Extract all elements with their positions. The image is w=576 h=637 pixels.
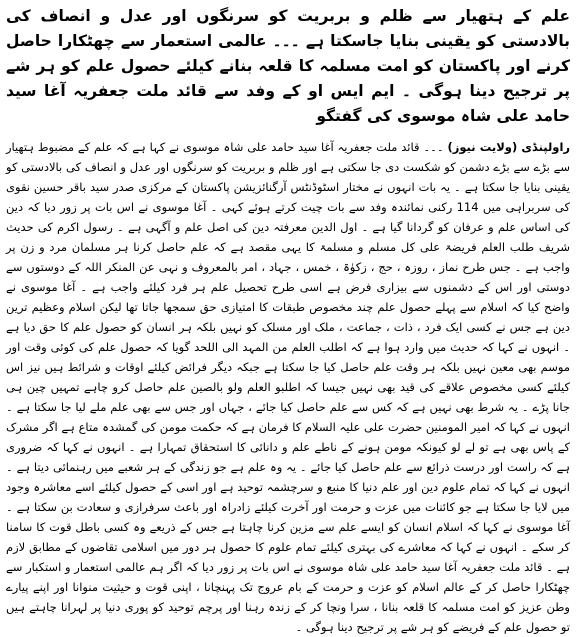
article-body: ۔۔۔ قائد ملت جعفریہ آغا سید حامد علی شاہ موسوی نے کہا ہے کہ علم کے مضبوط ہتھیار سے بڑے سے بڑے دشمن کو شکست دی جا سکتی ہے اور ظلم و بربریت کو سرنگوں اور عدل و انصاف کی بالادستی کو یقینی بنایا جا سکتا ہے ۔ یہ بات انہوں نے مختار اسٹوڈنٹس آرگنائزیشن پاکستان کے مرکزی صدر سید باقر حسین نقوی کی سربراہی میں 114 رکنی نمائندہ وفد سے بات چیت کرتے ہوئے کہی ۔ آغا موسوی نے اس بات پر زور دیا کہ دین کی اساس علم و عرفان کو گردانا گیا ہے ۔ اول الدین معرفتہ دین کی اصل علم و آگہی ہے ۔ رسول اکرم کی حدیث شریف طلب العلم فریضۃ علی کل مسلم و مسلمۃ کا یہی مقصد ہے کہ علم حاصل کرنا ہر مسلمان مرد و زن پر واجب ہے ۔ جس طرح نماز ، روزہ ، حج ، زکوٰۃ ، خمس ، جہاد ، امر بالمعروف و نہی عن المنکر اللہ کے دوستوں سے دوستی اور اس کے دشمنوں سے بیزاری فرض ہے اسی طرح تحصیل علم ہر فرد کیلئے واجب ہے ۔ آغا موسوی نے واضح کیا کہ اسلام سے پہلے حصول علم چند مخصوص طبقات کا امتیازی حق سمجھا جاتا تھا لیکن اسلام وعظیم ترین دین ہے جس نے کسی ایک فرد ، ذات ، جماعت ، ملک اور مسلک کو نہیں بلکہ ہر انسان کو حصول علم کا حق دیا ہے ۔ انہوں نے کہا کہ حدیث میں وارد ہوا ہے کہ اطلب العلم من المہد الی اللحد گویا کہ حصول علم کی کوئی وقت اور موسم بھی معین نہیں بلکہ ہر وقت علم حاصل کیا جا سکتا ہے جبکہ دیگر فرائض کیلئے اوقات و شرائط ہیں نیز اس کیلئے کسی مخصوص علاقے کی قید بھی نہیں جیسا کہ اطلبو العلم ولو بالصین علم حاصل کرو چاہے تمہیں چین ہی جانا پڑے ۔ یہ شرط بھی نہیں ہے کہ کس سے علم حاصل کیا جائے ، جہاں اور جس سے بھی علم ملے لیا جا سکتا ہے ۔ انہوں نے کہا کہ امیر المومنین حضرت علی علیہ السلام کا فرمان ہے کہ حکمت مومن کی گمشدہ متاع ہے اگر مشرک کے پاس بھی ہے تو لے لو کیونکہ مومن ہونے کے ناطے علم و دانائی کا استحقاق تمہارا ہے ۔ انہوں نے کہا کہ ضروری ہے کہ راست اور درست ذرائع سے علم حاصل کیا جائے ۔ یہ وہ علم ہے جو زندگی کے ہر شعبے میں رہنمائی دیتا ہے ۔ انہوں نے کہا کہ تمام علوم دین اور علم دنیا کا منبع و سرچشمہ توحید ہے اور اسی کے حصول کیلئے اسے معاشرہ وجود میں لایا جا سکتا ہے جو کائنات میں عزت و حرمت اور آخرت کیلئے زادراہ اور باعث سرفرازی و سعادت بن سکتا ہے ۔ آغا موسوی نے کہا کہ اسلام انسان کو ایسے علم سے مزین کرنا چاہتا ہے جس کے ذریعے وہ کسی باطل قوت کا سامنا کر سکے ۔ انہوں نے کہا کہ معاشرے کی بہتری کیلئے تمام علوم کا حصول ہر دور میں اسلامی تقاضوں کے مطابق لازم ہے ۔ قائد ملت جعفریہ آغا سید حامد علی شاہ موسوی نے اس بات پر زور دیا کہ اگر ہم عالمی استعمار و استکبار سے چھٹکارا حاصل کر کے عالم اسلام کو عزت و حرمت کے بام عروج تک پہنچانا ، اپنی قوت و حیثیت منوانا اور اپنے پیارے وطن عزیز کو امت مسلمہ کا قلعہ بنانا ، سرا ونچا کر کے زندہ رہنا اور پرچم توحید کو پوری دنیا پر لہرانا چاہتے ہیں تو حصول علم کے فریضے کو ہر شے پر ترجیح دینا ہوگی ۔	[6, 140, 570, 634]
article-body-container	[6, 137, 570, 637]
article-headline: علم کے ہتھیار سے ظلم و بربریت کو سرنگوں اور عدل و انصاف کی بالادستی کو یقینی بنایا جاسکتا ہے ۔۔۔ عالمی استعمار سے چھٹکارا حاصل کرنے اور پاکستان کو امت مسلمہ کا قلعہ بنانے کیلئے حصول علم کو ہر شے پر ترجیح دینا ہوگی ۔ ایم ایس او کے وفد سے قائد ملت جعفریہ آغا سید حامد علی شاہ موسوی کی گفتگو	[6, 7, 570, 125]
article-dateline: راولپنڈی (ولایت نیوز)	[447, 140, 571, 154]
